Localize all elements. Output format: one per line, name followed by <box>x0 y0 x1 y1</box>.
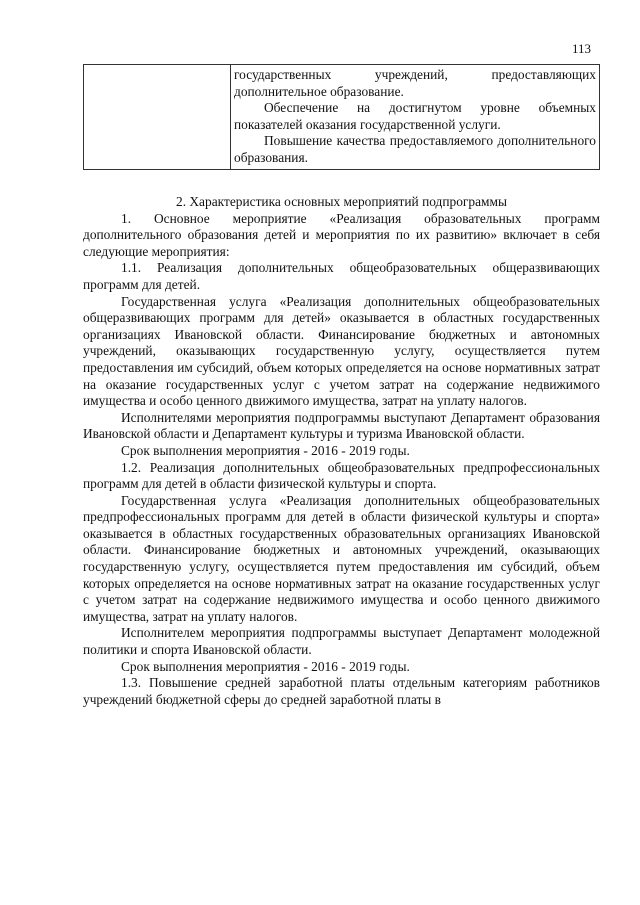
table-cell-empty <box>84 65 231 170</box>
paragraph: Государственная услуга «Реализация дополнительных общеобразовательных предпрофессиональных программ для детей в области физической культуры и спорта» оказывается в областных государственных образовательных организациях Ивановской области. Финансирование бюджетных и автономных учреждений, оказывающих государственную услугу, осуществляется путем предоставления им субсидий, объем которых определяется на основе нормативных затрат на оказание государственных услуг с учетом затрат на содержание недвижимого имущества и особо ценного движимого имущества, затрат на уплату налогов. <box>83 492 600 624</box>
table-row <box>84 65 600 170</box>
document-body <box>83 194 600 708</box>
continuation-table <box>83 64 600 170</box>
paragraph: Исполнителями мероприятия подпрограммы выступают Департамент образования Ивановской области и Департамент культуры и туризма Ивановской области. <box>83 409 600 442</box>
paragraph: Срок выполнения мероприятия - 2016 - 2019 годы. <box>121 442 410 458</box>
table-line: Обеспечение на достигнутом уровне объемных показателей оказания государственной услуги. <box>234 100 596 132</box>
paragraph: 1.2. Реализация дополнительных общеобразовательных предпрофессиональных программ для детей в области физической культуры и спорта. <box>83 459 600 492</box>
table-line: государственных учреждений, предоставляющих дополнительное образование. <box>234 67 596 99</box>
table-line: Повышение качества предоставляемого дополнительного образования. <box>234 133 596 165</box>
section-heading: 2. Характеристика основных мероприятий подпрограммы <box>176 194 507 209</box>
paragraph: Срок выполнения мероприятия - 2016 - 2019 годы. <box>121 658 410 674</box>
paragraph: 1.1. Реализация дополнительных общеобразовательных общеразвивающих программ для детей. <box>83 260 600 292</box>
paragraph: Государственная услуга «Реализация дополнительных общеобразовательных общеразвивающих программ для детей» оказывается в областных государственных организациях Ивановской области. Финансирование бюджетных и автономных учреждений, оказывающих государственную услугу, осуществляется путем предоставления им субсидий, объем которых определяется на основе нормативных затрат на оказание государственных услуг с учетом затрат на содержание недвижимого имущества и особо ценного движимого имущества, затрат на уплату налогов. <box>83 293 600 409</box>
paragraph: 1. Основное мероприятие «Реализация образовательных программ дополнительного образования детей и мероприятия по их развитию» включает в себя следующие мероприятия: <box>83 210 600 259</box>
table-cell-text <box>231 65 600 170</box>
paragraph: Исполнителем мероприятия подпрограммы выступает Департамент молодежной политики и спорта Ивановской области. <box>83 625 600 658</box>
paragraph: 1.3. Повышение средней заработной платы отдельным категориям работников учреждений бюджетной сферы до средней заработной платы в <box>83 675 600 707</box>
page-number: 113 <box>572 41 592 56</box>
